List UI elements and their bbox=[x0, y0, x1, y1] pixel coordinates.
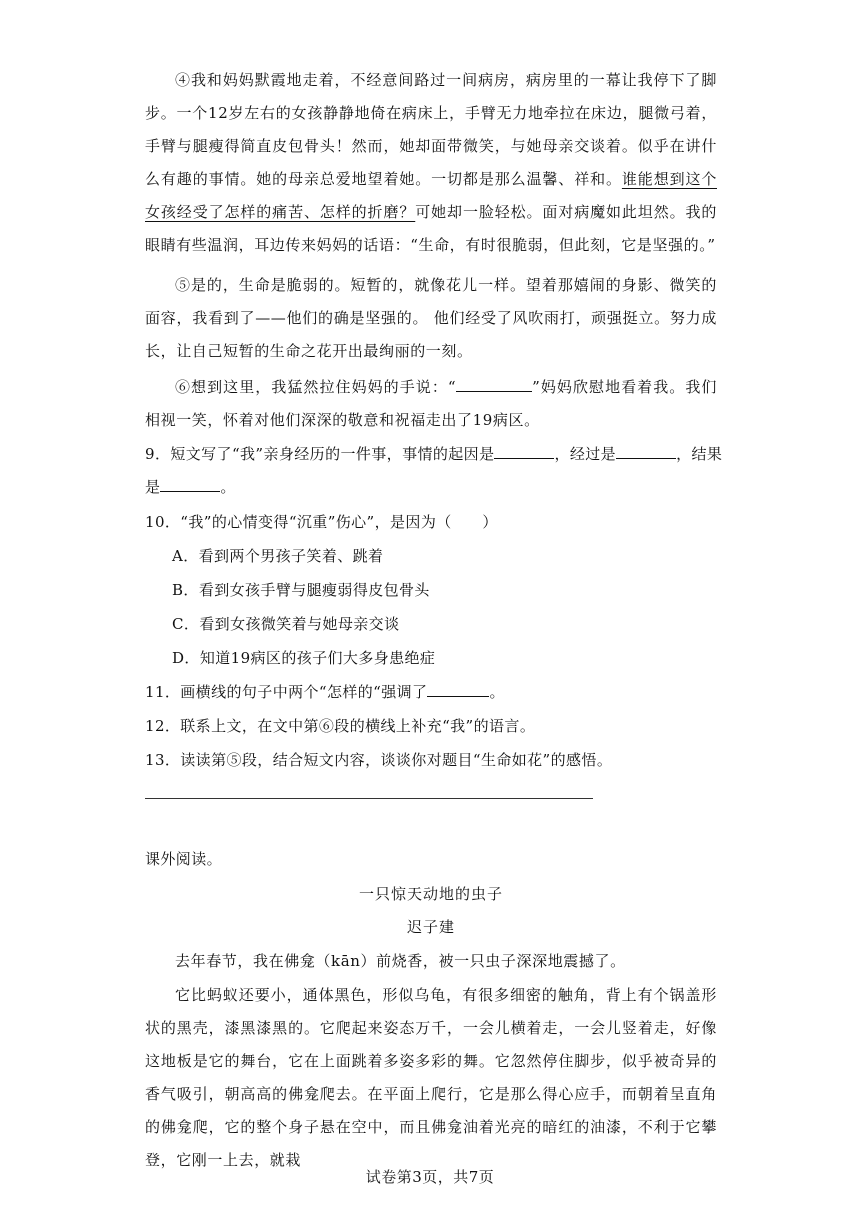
underlined-sentence: 谁能想到这个女孩经受了怎样的痛苦、怎样的折磨？ bbox=[145, 170, 717, 221]
answer-line[interactable] bbox=[145, 798, 593, 799]
article-author: 迟子建 bbox=[406, 918, 455, 936]
q9-blank-result[interactable] bbox=[160, 475, 220, 492]
question-11: 11．画横线的句子中两个“怎样的“强调了 。 bbox=[145, 676, 725, 709]
question-9: 9．短文写了“我”亲身经历的一件事，事情的起因是 ，经过是 ，结果 是 。 bbox=[145, 438, 725, 504]
speech-blank[interactable] bbox=[456, 375, 532, 392]
article-paragraph-2: 它比蚂蚁还要小，通体黑色，形似乌龟，有很多细密的触角，背上有个锅盖形状的黑壳，漆黑漆黑的。它爬起来姿态万千，一会儿横着走，一会儿竖着走，好像这地板是它的舞台，它在上面跳着多姿多彩的舞。它忽然停住脚步，似乎被奇异的香气吸引，朝高高的佛龛爬去。在平面上爬行，它是那么得心应手，而朝着呈直角的佛龛爬，它的整个身子悬在空中，而且佛龛油着光亮的暗红的油漆，不利于它攀登，它刚一上去，就栽 bbox=[145, 986, 717, 1169]
section-label: 课外阅读。 bbox=[145, 850, 223, 868]
q11-blank[interactable] bbox=[427, 680, 489, 697]
paragraph-4 bbox=[145, 64, 717, 264]
paragraph-4-text-end: 可她却一脸轻松。面对病魔如此坦然。我的眼睛有些温润，耳边传来妈妈的话语：“生命，有时很脆弱，但此刻，它是坚强的。” bbox=[145, 203, 717, 254]
page-footer: 试卷第3页，共7页 bbox=[365, 1168, 495, 1186]
question-10: 10．“我”的心情变得“沉重”伤心”，是因为（ ） bbox=[145, 513, 498, 531]
q9-blank-process[interactable] bbox=[616, 442, 676, 459]
question-12: 12．联系上文，在文中第⑥段的横线上补充“我”的语言。 bbox=[145, 717, 536, 735]
q9-blank-cause[interactable] bbox=[494, 442, 554, 459]
paragraph-6 bbox=[145, 371, 717, 437]
q10-option-b[interactable]: B．看到女孩手臂与腿瘦弱得皮包骨头 bbox=[172, 581, 430, 599]
q10-option-a[interactable]: A．看到两个男孩子笑着、跳着 bbox=[172, 547, 384, 565]
paragraph-6-text-end: ”妈妈欣慰地看着我。我们相视一笑，怀着对他们深深的敬意和祝福走出了19病区。 bbox=[145, 378, 717, 429]
paragraph-6-text: ⑥想到这里，我猛然拉住妈妈的手说：“ bbox=[175, 378, 457, 396]
article-paragraph-1: 去年春节，我在佛龛（kān）前烧香，被一只虫子深深地震撼了。 bbox=[175, 952, 626, 970]
q10-option-d[interactable]: D．知道19病区的孩子们大多身患绝症 bbox=[172, 649, 436, 667]
article-title: 一只惊天动地的虫子 bbox=[358, 885, 503, 903]
paragraph-5: ⑤是的，生命是脆弱的。短暂的，就像花儿一样。望着那嬉闹的身影、微笑的面容，我看到了——他们的确是坚强的。 他们经受了风吹雨打，顽强挺立。努力成长，让自己短暂的生命之花开出最绚丽的一刻。 bbox=[145, 276, 717, 360]
question-13: 13．读读第⑤段，结合短文内容，谈谈你对题目“生命如花”的感悟。 bbox=[145, 751, 613, 769]
paragraph-4-text: ④我和妈妈默霞地走着，不经意间路过一间病房，病房里的一幕让我停下了脚步。一个12岁左右的女孩静静地倚在病床上，手臂无力地牵拉在床边，腿微弓着，手臂与腿瘦得简直皮包骨头！然而，她却面带微笑，与她母亲交谈着。似乎在讲什么有趣的事情。她的母亲总爱地望着她。一切都是那么温馨、祥和。 bbox=[145, 71, 717, 188]
q10-option-c[interactable]: C．看到女孩微笑着与她母亲交谈 bbox=[172, 615, 400, 633]
